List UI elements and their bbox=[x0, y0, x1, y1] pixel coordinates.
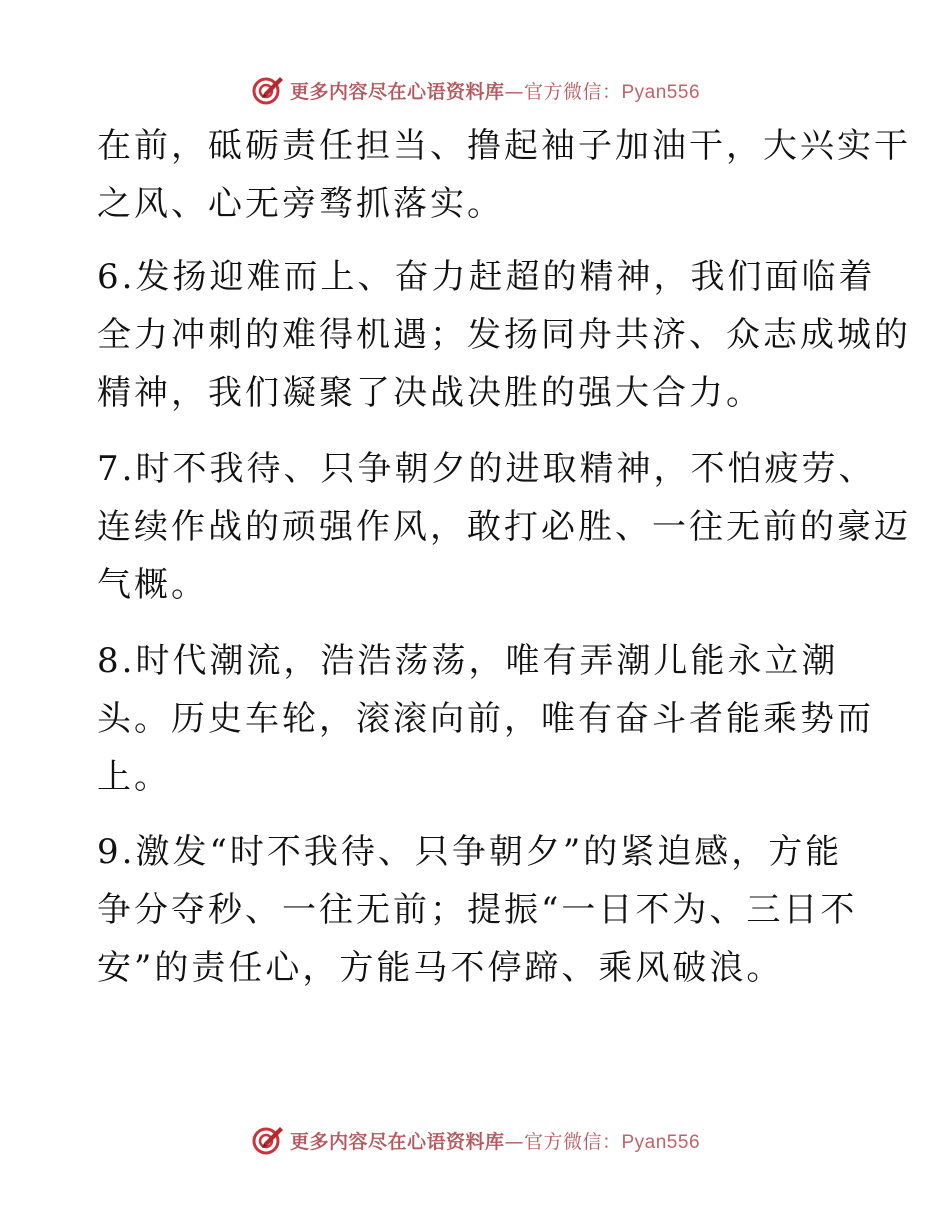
paragraph-line: 在前，砥砺责任担当、撸起袖子加油干，大兴实干 bbox=[97, 126, 911, 166]
paragraph-line: 7.时不我待、只争朝夕的进取精神，不怕疲劳、 bbox=[97, 449, 876, 489]
header-banner-separator: — bbox=[504, 80, 524, 103]
paragraph-line: 全力冲刺的难得机遇；发扬同舟共济、众志成城的 bbox=[97, 315, 911, 355]
paragraph-line: 精神，我们凝聚了决战决胜的强大合力。 bbox=[97, 373, 763, 413]
paragraph-line: 8.时代潮流，浩浩荡荡，唯有弄潮儿能永立潮 bbox=[97, 641, 839, 681]
paragraph-line: 6.发扬迎难而上、奋力赶超的精神，我们面临着 bbox=[97, 257, 876, 297]
paragraph-line: 9.激发“时不我待、只争朝夕”的紧迫感，方能 bbox=[97, 832, 843, 872]
footer-banner-separator: — bbox=[504, 1130, 524, 1153]
footer-banner-wechat-label: 官方微信： bbox=[523, 1130, 622, 1153]
paragraph-item-9 bbox=[97, 823, 857, 997]
paragraph-continuation bbox=[97, 117, 911, 233]
header-banner-wechat-label: 官方微信： bbox=[523, 80, 622, 103]
logo-icon bbox=[250, 72, 286, 108]
paragraph-item-7 bbox=[97, 440, 911, 614]
header-banner bbox=[0, 70, 950, 110]
footer-banner-wechat-id: Pyan556 bbox=[621, 1131, 701, 1153]
paragraph-line: 头。历史车轮，滚滚向前，唯有奋斗者能乘势而 bbox=[97, 699, 874, 739]
paragraph-line: 争分夺秒、一往无前；提振“一日不为、三日不 bbox=[97, 890, 858, 930]
paragraph-line: 气概。 bbox=[97, 565, 208, 605]
paragraph-item-8 bbox=[97, 632, 874, 806]
header-banner-wechat-id: Pyan556 bbox=[621, 81, 701, 103]
paragraph-line: 连续作战的顽强作风，敢打必胜、一往无前的豪迈 bbox=[97, 507, 911, 547]
header-banner-main: 更多内容尽在心语资料库 bbox=[289, 80, 505, 103]
paragraph-line: 之风、心无旁骛抓落实。 bbox=[97, 184, 504, 224]
logo-icon bbox=[250, 1122, 286, 1158]
paragraph-line: 安”的责任心，方能马不停蹄、乘风破浪。 bbox=[97, 948, 784, 988]
paragraph-line: 上。 bbox=[97, 757, 171, 797]
header-banner-text bbox=[290, 77, 700, 104]
footer-banner-main: 更多内容尽在心语资料库 bbox=[289, 1130, 505, 1153]
footer-banner bbox=[0, 1120, 950, 1160]
paragraph-item-6 bbox=[97, 248, 911, 422]
footer-banner-text bbox=[290, 1127, 700, 1154]
